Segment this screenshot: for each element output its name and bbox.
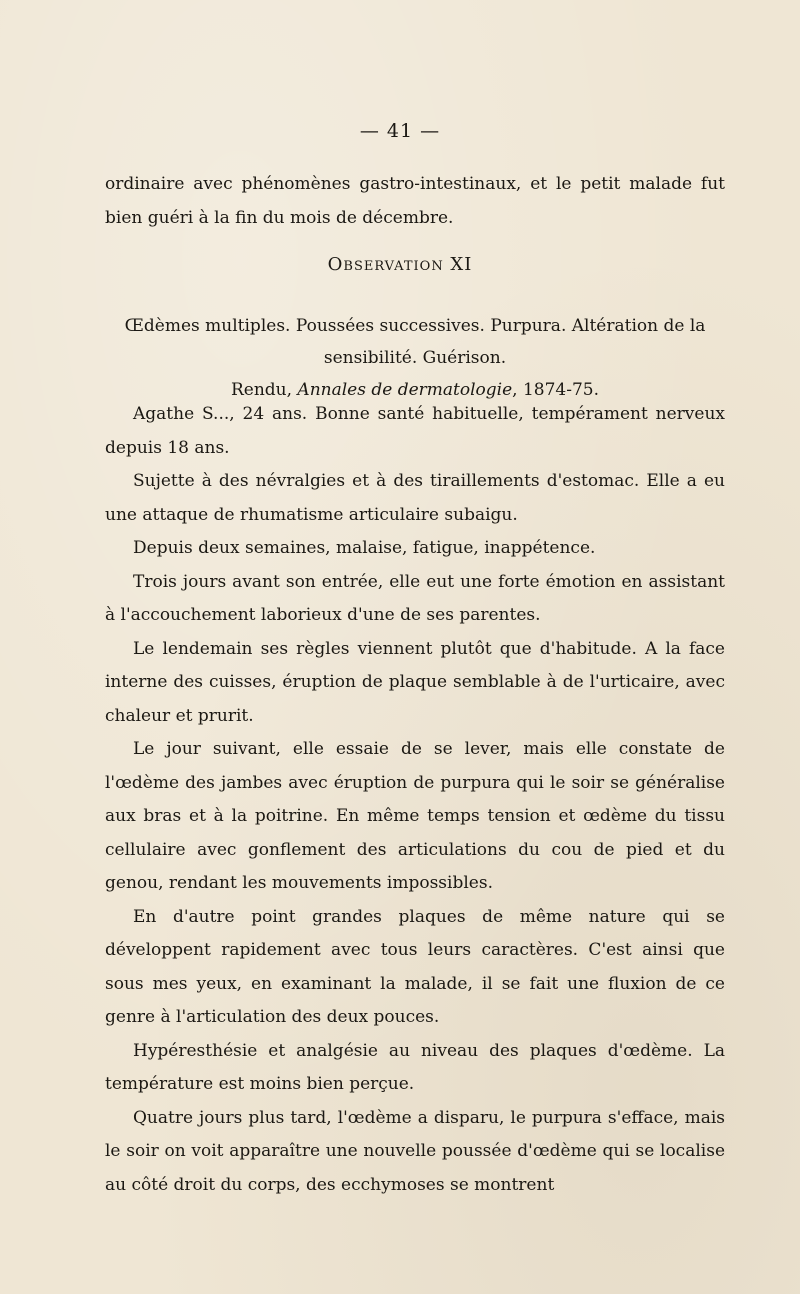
paragraph-onset: Depuis deux semaines, malaise, fatigue, inappétence.: [133, 538, 596, 558]
paragraph-history: Sujette à des névralgies et à des tiraillements d'estomac. Elle a eu une attaque de rhumatisme articulaire subaigu.: [105, 471, 725, 525]
observation-summary: [105, 310, 725, 406]
paragraph-plaques: En d'autre point grandes plaques de même nature qui se développent rapidement avec tous leurs caractères. C'est ainsi que sous mes yeux, en examinant la malade, il se fait une fluxion de ce genre à l'articulation des deux pouces.: [105, 906, 725, 1027]
page-number: — 41 —: [359, 120, 441, 142]
observation-body: [105, 398, 725, 1202]
observation-heading: Observation XI: [327, 254, 473, 275]
observation-symptoms: Œdèmes multiples. Poussées successives. Purpura. Altération de la sensibilité. Guérison.: [124, 316, 706, 368]
paragraph-patient: Agathe S..., 24 ans. Bonne santé habituelle, tempérament nerveux depuis 18 ans.: [105, 404, 725, 458]
paragraph-evolution: Quatre jours plus tard, l'œdème a disparu, le purpura s'efface, mais le soir on voit apparaître une nouvelle poussée d'œdème qui se localise au côté droit du corps, des ecchymoses se montrent: [105, 1107, 725, 1195]
paragraph-emotion: Trois jours avant son entrée, elle eut une forte émotion en assistant à l'accouchement laborieux d'une de ses parentes.: [105, 571, 725, 625]
continuation-paragraph: ordinaire avec phénomènes gastro-intestinaux, et le petit malade fut bien guéri à la fin du mois de décembre.: [105, 174, 725, 228]
citation-years: , 1874-75.: [512, 380, 600, 400]
citation-journal: Annales de dermatologie: [297, 380, 513, 400]
citation-author: Rendu,: [230, 380, 293, 400]
paragraph-purpura: Le jour suivant, elle essaie de se lever, mais elle constate de l'œdème des jambes avec éruption de purpura qui le soir se généralise aux bras et à la poitrine. En même temps tension et œdème du tissu cellulaire avec gonflement des articulations du cou de pied et du genou, rendant les mouvements impossibles.: [105, 739, 725, 893]
paragraph-sensibility: Hypéresthésie et analgésie au niveau des plaques d'œdème. La température est moins bien perçue.: [105, 1040, 725, 1094]
paragraph-eruption: Le lendemain ses règles viennent plutôt que d'habitude. A la face interne des cuisses, éruption de plaque semblable à de l'urticaire, avec chaleur et prurit.: [105, 638, 725, 726]
continuation-text: [105, 168, 725, 235]
